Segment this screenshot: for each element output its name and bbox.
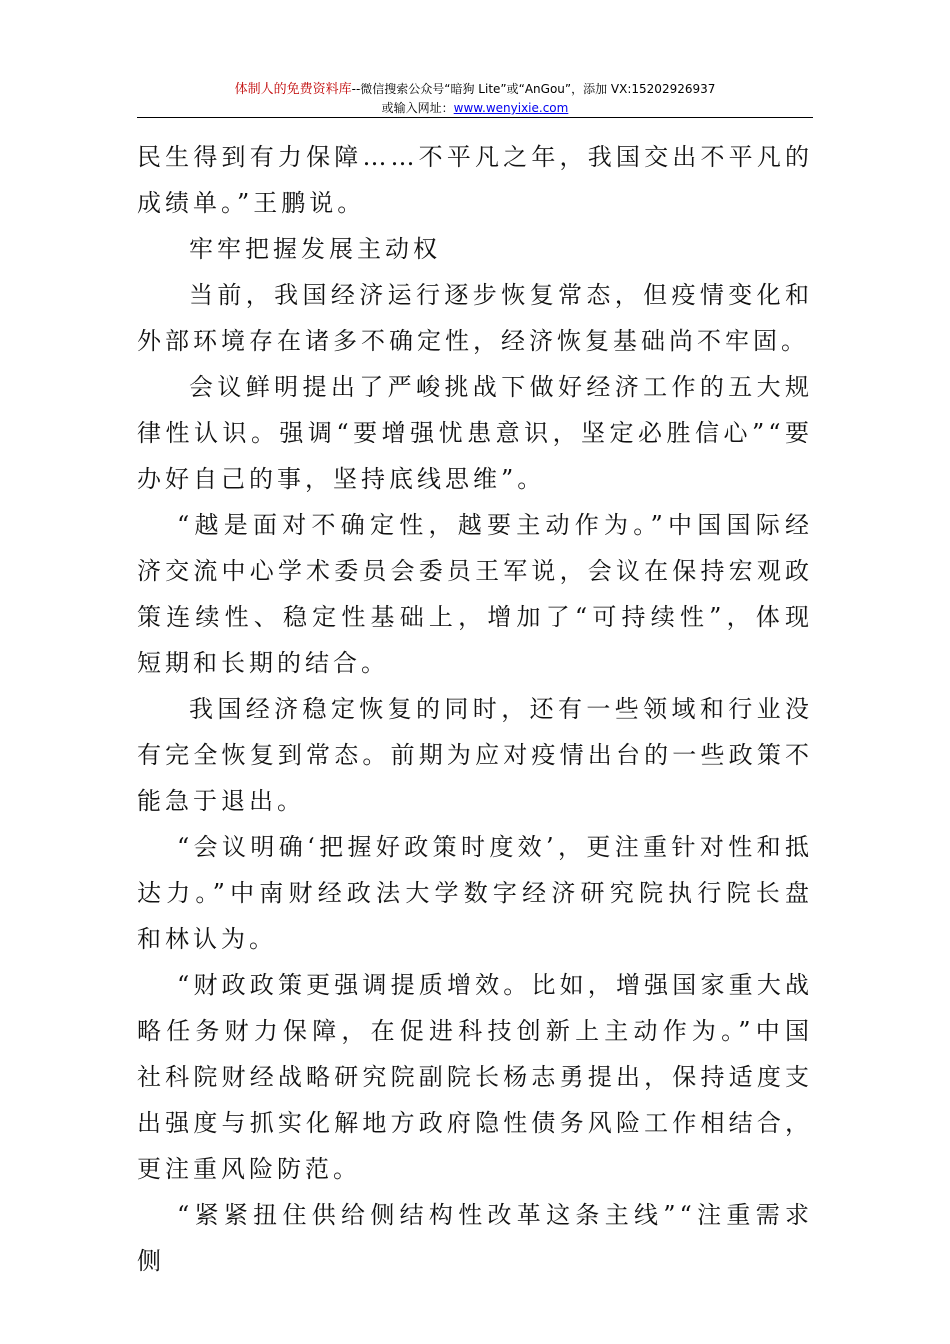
header-line-2 bbox=[137, 99, 813, 117]
paragraph: “会议明确‘把握好政策时度效’，更注重针对性和抵达力。”中南财经政法大学数字经济研究院执行院长盘和林认为。 bbox=[137, 833, 813, 953]
header-divider bbox=[137, 117, 813, 118]
url-prefix: 或输入网址： bbox=[381, 101, 454, 115]
paragraph-continuation: 民生得到有力保障……不平凡之年，我国交出不平凡的成绩单。”王鹏说。 bbox=[137, 143, 813, 217]
paragraph: “财政政策更强调提质增效。比如，增强国家重大战略任务财力保障，在促进科技创新上主动作为。”中国社科院财经战略研究院副院长杨志勇提出，保持适度支出强度与抓实化解地方政府隐性债务风险工作相结合，更注重风险防范。 bbox=[137, 971, 813, 1183]
page-header bbox=[137, 80, 813, 117]
paragraph: 当前，我国经济运行逐步恢复常态，但疫情变化和外部环境存在诸多不确定性，经济恢复基础尚不牢固。 bbox=[137, 281, 813, 355]
paragraph: 会议鲜明提出了严峻挑战下做好经济工作的五大规律性认识。强调“要增强忧患意识，坚定必胜信心”“要办好自己的事，坚持底线思维”。 bbox=[137, 373, 813, 493]
section-heading: 牢牢把握发展主动权 bbox=[189, 235, 441, 263]
header-line-1 bbox=[137, 80, 813, 99]
paragraph: 我国经济稳定恢复的同时，还有一些领域和行业没有完全恢复到常态。前期为应对疫情出台的一些政策不能急于退出。 bbox=[137, 695, 813, 815]
paragraph: “紧紧扭住供给侧结构性改革这条主线”“注重需求侧 bbox=[137, 1201, 813, 1275]
document-body bbox=[137, 134, 813, 1284]
header-contact-text: --微信搜索公众号“暗狗 Lite”或“AnGou”，添加 VX:15202926937 bbox=[351, 82, 716, 96]
brand-name: 体制人的免费资料库 bbox=[234, 82, 352, 97]
website-link[interactable]: www.wenyixie.com bbox=[453, 101, 569, 115]
paragraph: “越是面对不确定性，越要主动作为。”中国国际经济交流中心学术委员会委员王军说，会议在保持宏观政策连续性、稳定性基础上，增加了“可持续性”，体现短期和长期的结合。 bbox=[137, 511, 813, 677]
